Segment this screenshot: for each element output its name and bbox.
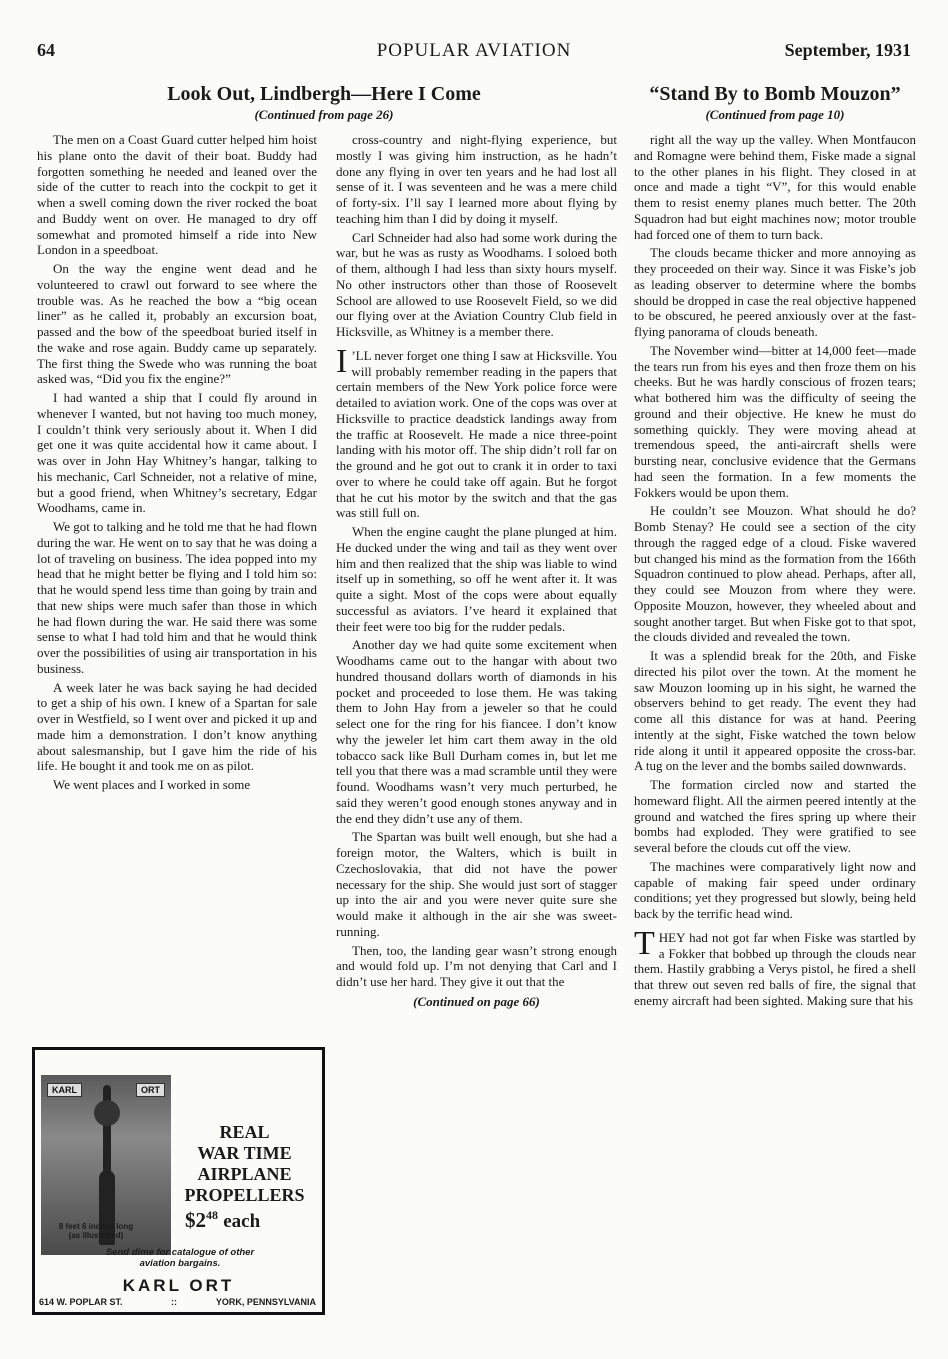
dropcap-paragraph [336,342,617,521]
ad-headline [167,1122,322,1206]
paragraph: Then, too, the landing gear wasn’t strong enough and would fold up. I’m not denying that Carl and I didn’t use her hard. They give it out that the [336,942,617,989]
paragraph: The machines were comparatively light now and capable of making fair speed under ordinary conditions; yet they progressed but slowly, being held back by the terrific head wind. [634,858,916,921]
drop-cap: T [634,924,655,962]
propeller-advertisement [32,1047,325,1315]
paragraph: Carl Schneider had also had some work during the war, but he was as rusty as Woodhams. I soloed both of them, although I had less than sixty hours myself. No other instructors other than those of Roosevelt School are allowed to use Roosevelt Field, so we did our flying over at the Aviation Country Club field in Hicksville, as Whitney is a member there. [336,229,617,339]
article2-title: “Stand By to Bomb Mouzon” [649,83,901,105]
paragraph: The November wind—bitter at 14,000 feet—made the tears run from his eyes and then froze them on his cheeks. But he was hardly conscious of frozen tears; what bothered him was the difficulty of seeing the ground and their objective. He knew he must do something quickly. They were moving ahead at tremendous speed, the anti-aircraft shells were bursting near, conclusive evidence that the Germans had seen the formation. In a few moments the Fokkers would be upon them. [634,342,916,500]
article1-column-2 [336,132,617,1010]
dropcap-paragraph [634,924,916,1009]
dropcap-text: ’LL never forget one thing I saw at Hicksville. You will probably remember reading in the papers that certain members of the New York police force were detailed to aviation work. One of the cops was over at Hicksville to practice deadstick landings away from the traffic at Roosevelt. He made a nice three-point landing with his motor off. The ship didn’t roll far on the ground and he got out to crank it in order to taxi over to where he could take off again. But he forgot that he cut his motor by the switch and that the gas was still full on. [336,347,617,521]
paragraph: He couldn’t see Mouzon. What should he do? Bomb Stenay? He could see a section of the city through the ragged edge of a cloud. Fiske wavered but changed his mind as the formation from the 166th Squadron continued to plow ahead. Perhaps, after all, they could see Mouzon from where they were. Opposite Mouzon, however, they wheeled about and sought another target. But when Fiske got to that spot, the clouds divided and revealed the town. [634,503,916,645]
ad-plate-left: KARL [47,1083,82,1097]
price-each: each [223,1211,261,1232]
paragraph: It was a splendid break for the 20th, and Fiske directed his pilot over the town. At the moment he saw Mouzon looming up in his sight, he warned the observers behind to get ready. The event they had come all this distance for was at hand. Peering intently at the sight, Fiske watched the town below ride along it until it appeared opposite the cross-bar. A tug on the lever and the bombs sailed downwards. [634,648,916,774]
paragraph: We went places and I worked in some [53,777,251,792]
ad-catalogue-line: Send dime for catalogue of other [105,1247,255,1258]
propeller-hub-icon [94,1100,120,1126]
paragraph: The Spartan was built well enough, but she had a foreign motor, the Walters, which is built in Czechoslovakia, that did not have the power necessary for the ship. She would just sort of stagger up into the air and you were never quite sure she would make it although in the air she was sweet-running. [336,829,617,939]
article2-heading [634,82,916,124]
paragraph: When the engine caught the plane plunged at him. He ducked under the wing and tail as they went over him and then realized that the ship was liable to wind itself up in something, so off he went after it. It was quite a sight. Most of the cops were about equally successful as aviators. I’ve heard it explained that their feet were too big for the rudder pedals. [336,524,617,634]
paragraph: The men on a Coast Guard cutter helped him hoist his plane onto the davit of their boat. Buddy had forgotten something he needed and leaned over the side of the cutter to reach into the cockpit to get it when a swell coming down the river rocked the boat and Buddy went on over. He managed to dry off somewhat and promoted himself a ride into New London in a speedboat. [37,132,317,258]
dropcap-text: HEY had not got far when Fiske was startled by a Fokker that bobbed up through the clouds near them. Hastily grabbing a Verys pistol, he fired a shell that threw out seven red balls of fire, the signal that enemy aircraft had been sighted. Making sure that his [634,929,916,1008]
ad-plate-right: ORT [136,1083,165,1097]
article2-column [634,132,916,1012]
ad-price [185,1208,260,1233]
article1-heading [37,82,611,124]
paragraph: cross-country and night-flying experience, but mostly I was giving him instruction, as he hadn’t done any flying in over ten years and he had lost all sense of it. I was seventeen and he was a mere child of forty-six. I’ll say I learned more about flying by teaching him than I did by doing it myself. [336,132,617,226]
ad-address: 614 W. POPLAR ST. [39,1297,123,1307]
article1-continued-on: (Continued on page 66) [413,993,540,1009]
ad-headline-line: PROPELLERS [184,1185,305,1205]
ad-size-note [41,1222,151,1240]
ad-headline-line: REAL [219,1122,270,1142]
price-dollars: $2 [185,1208,206,1232]
issue-date: September, 1931 [784,40,911,60]
paragraph: We got to talking and he told me that he had flown during the war. He went on to say that he was doing a lot of traveling on business. The idea popped into my head that he might better be flying and I told him so: that he would spend less time than going by train and that new ships were much safer than those in which he had flown during the war. He said there was some sense to what I had told him and that he would think over the possibilities of using air transportation in his business. [37,519,317,676]
paragraph: A week later he was back saying he had decided to get a ship of his own. I knew of a Spartan for sale over in Westfield, so I went over and picked it up and made him a demonstration. I don’t know anything about salesmanship, but I gave him the ride of his life. He bought it and took me on as pilot. [37,679,317,774]
ad-headline-line: WAR TIME [197,1143,292,1163]
article1-title: Look Out, Lindbergh—Here I Come [167,83,481,105]
paragraph: Another day we had quite some excitement when Woodhams came out to the hangar with about two hundred thousand dollars worth of diamonds in his pocket and proceeded to lose them. He was taking them to John Hay from a jeweler so that he could select one for the ring for his fiancee. I don’t know why the jeweler let him cart them away in the old tobacco sack like Bull Durham comes in, but let me tell you that there was a mad scramble until they were found. Woodhams wasn’t very much perturbed, he said they weren’t good enough stones anyway and in the end they didn’t use any of them. [336,637,617,826]
price-cents: 48 [206,1208,218,1222]
paragraph: The clouds became thicker and more annoying as they proceeded on their way. Since it was Fiske’s job as leading observer to determine where the bombs should be dropped in case the real objective happened to be obscured, he peered anxiously over at the fast-flying panorama of clouds beneath. [634,245,916,339]
drop-cap: I [336,342,348,380]
article1-continued-from: (Continued from page 26) [254,107,394,122]
article1-column-1 [37,132,317,796]
page-header [37,40,911,66]
ad-size-line: 8 feet 6 inches long [58,1222,134,1231]
article2-continued-from: (Continued from page 10) [705,107,845,122]
page-number: 64 [37,40,55,60]
paragraph: The formation circled now and started the homeward flight. All the airmen peered intently at the ground and watched the fires spring up where their bombs had exploded. They were gratified to see several before the clouds cut off the view. [634,777,916,855]
ad-separator: :: [171,1297,177,1307]
ad-size-line: (as illustrated) [68,1231,124,1240]
ad-headline-line: AIRPLANE [197,1164,292,1184]
ad-catalogue-note [65,1247,295,1269]
ad-city: YORK, PENNSYLVANIA [215,1297,316,1307]
ad-catalogue-line: aviation bargains. [139,1258,221,1269]
ad-company-name: KARL ORT [122,1276,235,1295]
paragraph: I had wanted a ship that I could fly around in whenever I wanted, but not having too much money, I couldn’t think very seriously about it. When I did get one it was quite accidental how it came about. I was over in John Hay Whitney’s hangar, talking to his mechanic, Carl Schneider, not a relative of mine, but a good friend, when Whitney’s secretary, Edgar Woodhams, came in. [37,390,317,516]
paragraph: On the way the engine went dead and he volunteered to crawl out forward to see where the trouble was. As he reached the bow a “big ocean liner” as he called it, probably an excursion boat, passed and the bow of the speedboat buried itself in the wake and rose again. Buddy came up separately. The first thing the Swede who was running the boat asked was, “Did you fix the engine?” [37,261,317,387]
magazine-title: POPULAR AVIATION [376,40,572,61]
paragraph: right all the way up the valley. When Montfaucon and Romagne were behind them, Fiske made a signal to the other planes in his flight. They closed in at once and made a tight “V”, for this would enable them to resist enemy planes much better. The 20th Squadron had but eight machines now; motor trouble had forced one of them to turn back. [634,132,916,242]
